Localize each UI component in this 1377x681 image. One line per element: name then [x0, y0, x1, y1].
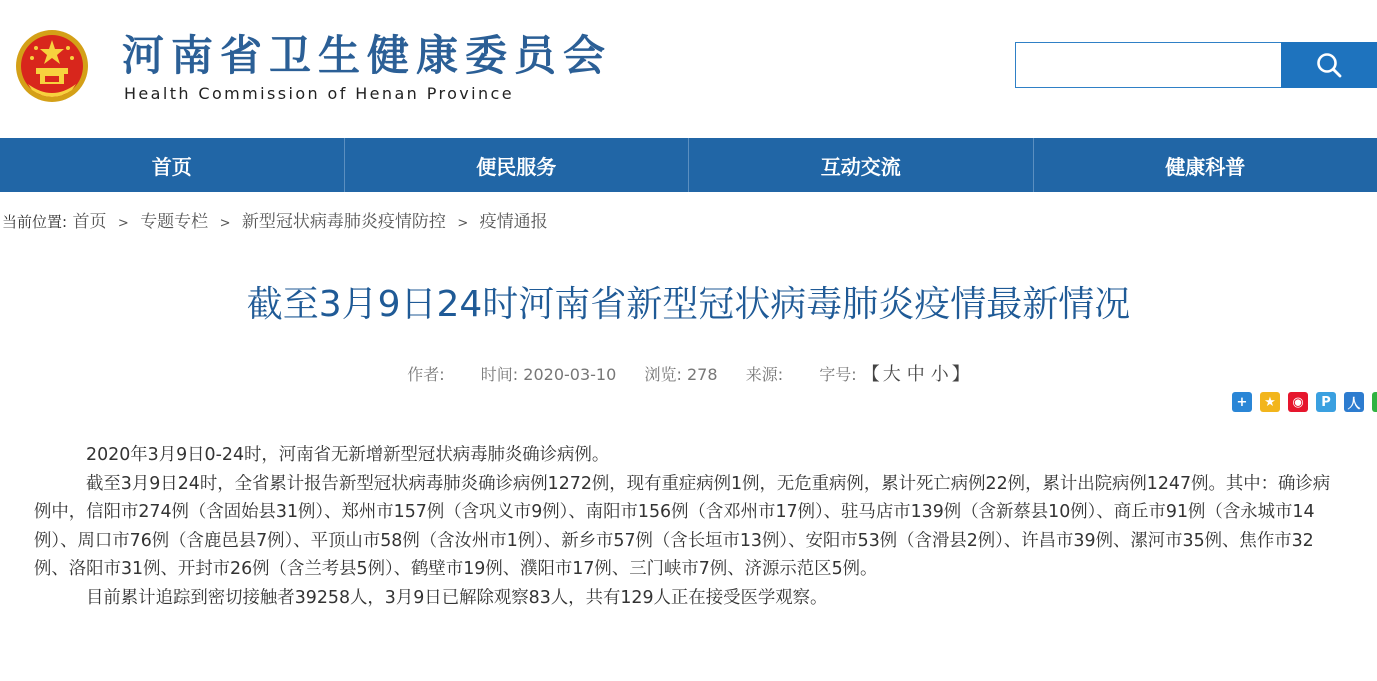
wechat-share-icon[interactable] [1372, 392, 1377, 412]
paragraph: 目前累计追踪到密切接触者39258人，3月9日已解除观察83人，共有129人正在接受医学观察。 [86, 587, 828, 608]
breadcrumb-label: 当前位置: [2, 213, 68, 231]
site-subtitle: Health Commission of Henan Province [124, 84, 514, 103]
article-meta [0, 360, 1377, 386]
chevron-right-icon: > [457, 216, 469, 231]
search-icon [1315, 51, 1343, 79]
tencent-weibo-share-icon[interactable]: P [1316, 392, 1336, 412]
source-label: 来源: [745, 365, 784, 384]
time-value: 2020-03-10 [523, 365, 617, 384]
share-bar [1232, 392, 1377, 412]
breadcrumb-topics[interactable]: 专题专栏 [140, 212, 209, 232]
site-header [0, 0, 1377, 138]
renren-share-icon[interactable]: 人 [1344, 392, 1364, 412]
fontsize-label: 字号: [819, 365, 857, 384]
breadcrumb-covid[interactable]: 新型冠状病毒肺炎疫情防控 [241, 212, 446, 232]
views-label: 浏览: [644, 365, 682, 384]
article-body [34, 441, 1344, 612]
paragraph: 2020年3月9日0-24时，河南省无新增新型冠状病毒肺炎确诊病例。 [86, 445, 610, 465]
time-label: 时间: [480, 365, 519, 384]
breadcrumb-home[interactable]: 首页 [72, 212, 107, 232]
fontsize-small[interactable]: 小 [930, 364, 949, 385]
weibo-share-icon[interactable]: ◉ [1288, 392, 1308, 412]
nav-item-services[interactable]: 便民服务 [345, 138, 690, 192]
share-more-icon[interactable]: + [1232, 392, 1252, 412]
national-emblem-icon [14, 28, 90, 104]
chevron-right-icon: > [219, 216, 231, 231]
paragraph: 截至3月9日24时，全省累计报告新型冠状病毒肺炎确诊病例1272例，现有重症病例1例，无危重病例，累计死亡病例22例，累计出院病例1247例。其中：确诊病例中，信阳市274例（含固始县31例）、郑州市157例（含巩义市9例）、南阳市156例（含邓州市17例）、驻马店市139例（含新蔡县10例）、商丘市91例（含永城市14例）、周口市76例（含鹿邑县7例）、平顶山市58例（含汝州市1例）、新乡市57例（含长垣市13例）、安阳市53例（含滑县2例）、许昌市39例、漯河市35例、焦作市32例、洛阳市31例、开封市26例（含兰考县5例）、鹤壁市19例、濮阳市17例、三门峡市7例、济源示范区5例。 [34, 473, 1331, 579]
fontsize-switcher: 【 大 中 小 】 [861, 364, 970, 385]
breadcrumb [2, 207, 548, 232]
site-title: 河南省卫生健康委员会 [122, 31, 613, 80]
nav-item-home[interactable]: 首页 [0, 138, 345, 192]
nav-item-health-science[interactable]: 健康科普 [1165, 154, 1246, 179]
breadcrumb-report[interactable]: 疫情通报 [479, 212, 548, 232]
search-input[interactable] [1015, 42, 1281, 88]
qzone-share-icon[interactable]: ★ [1260, 392, 1280, 412]
search-button[interactable] [1281, 42, 1377, 88]
fontsize-medium[interactable]: 中 [906, 364, 925, 385]
main-nav [0, 138, 1377, 192]
nav-item-interaction[interactable]: 互动交流 [689, 138, 1034, 192]
views-value: 278 [686, 365, 718, 384]
chevron-right-icon: > [117, 216, 129, 231]
article-title: 截至3月9日24时河南省新型冠状病毒肺炎疫情最新情况 [246, 284, 1131, 325]
fontsize-large[interactable]: 大 [882, 364, 901, 385]
author-label: 作者: [407, 365, 445, 384]
